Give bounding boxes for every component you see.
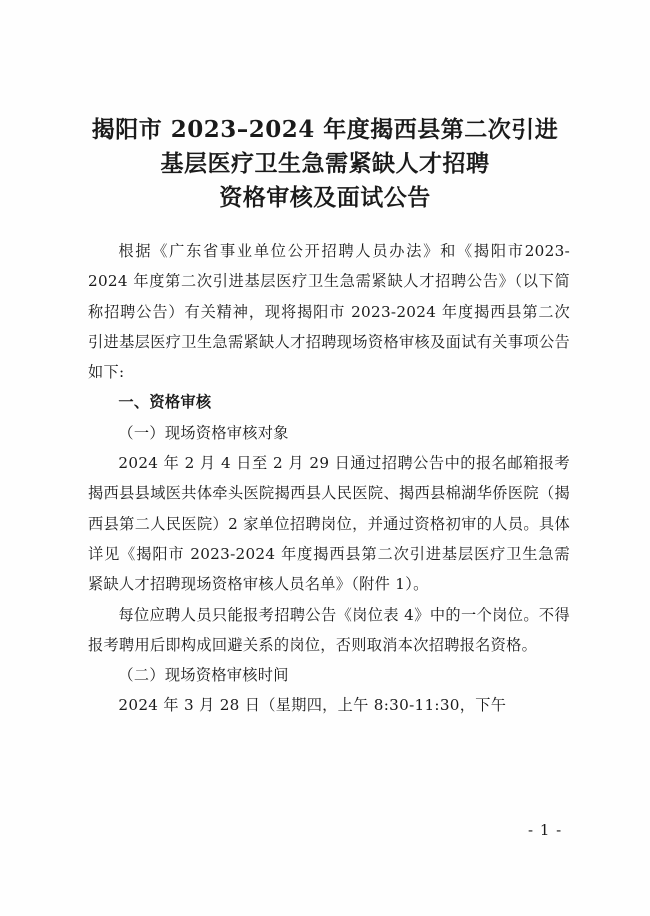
page-number: - 1 - [528, 821, 563, 839]
title-line-3: 资格审核及面试公告 [219, 184, 431, 211]
subsection-heading-review-time: （二）现场资格审核时间 [118, 666, 289, 685]
intro-paragraph: 根据《广东省事业单位公开招聘人员办法》和《揭阳市2023-2024 年度第二次引进基层医疗卫生急需紧缺人才招聘公告》（以下简称招聘公告）有关精神，现将揭阳市 2023-2024 年度揭西县第二次引进基层医疗卫生急需紧缺人才招聘现场资格审核及面试有关事项公告如下: [88, 242, 570, 382]
section-heading-qualification-review: 一、资格审核 [118, 393, 212, 412]
review-targets-paragraph: 2024 年 2 月 4 日至 2 月 29 日通过招聘公告中的报名邮箱报考揭西县县域医共体牵头医院揭西县人民医院、揭西县棉湖华侨医院（揭西县第二人民医院）2 家单位招聘岗位，并通过资格初审的人员。具体详见《揭阳市 2023-2024 年度揭西县第二次引进基层医疗卫生急需紧缺人才招聘现场资格审核人员名单》（附件 1）。 [88, 454, 570, 594]
review-time-paragraph: 2024 年 3 月 28 日（星期四，上午 8:30-11:30，下午 [118, 696, 507, 715]
title-line-2: 基层医疗卫生急需紧缺人才招聘 [160, 150, 490, 177]
application-rule-paragraph: 每位应聘人员只能报考招聘公告《岗位表 4》中的一个岗位。不得报考聘用后即构成回避关系的岗位，否则取消本次招聘报名资格。 [88, 605, 570, 654]
document-body [88, 236, 570, 721]
subsection-heading-review-targets: （一）现场资格审核对象 [118, 423, 289, 442]
title-line-1: 揭阳市 2023–2024 年度揭西县第二次引进 [91, 116, 559, 143]
